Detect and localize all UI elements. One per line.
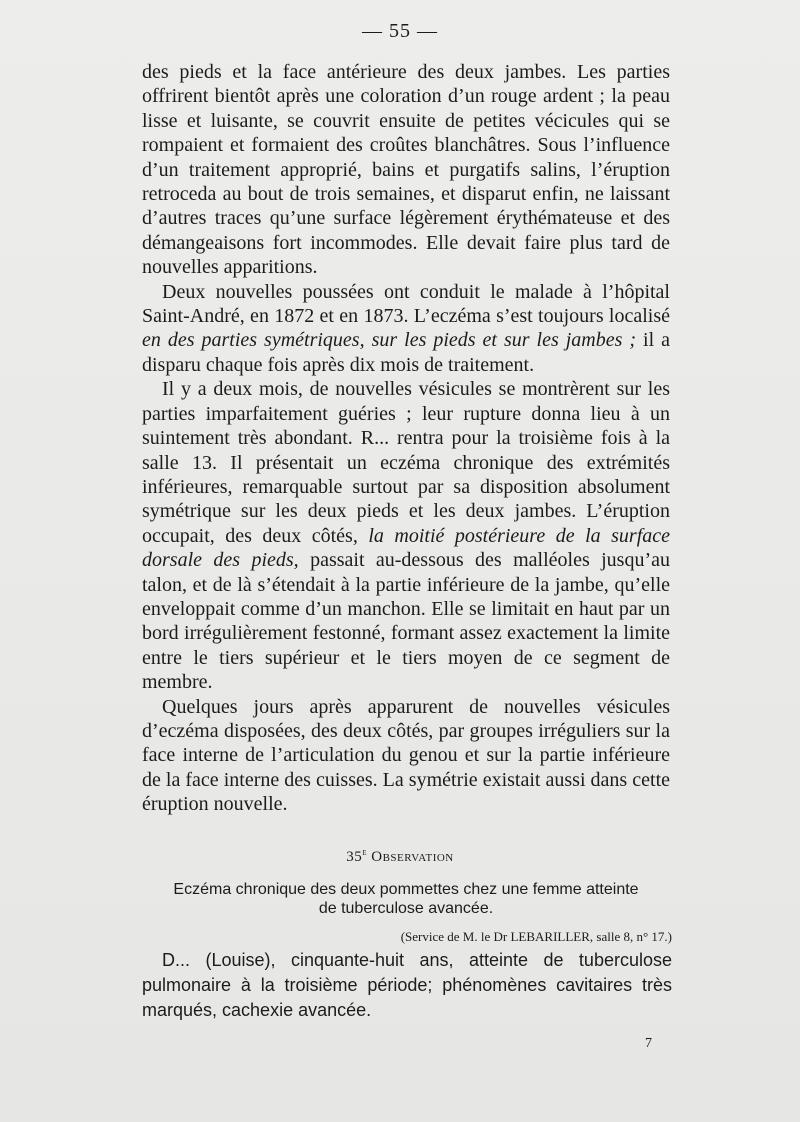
body-paragraph (142, 280, 670, 378)
paragraph-text: Il y a deux mois, de nouvelles vésicules se montrèrent sur les parties imparfaitement guéries ; leur rupture donna lieu à un suintement très abondant. R... rentra pour la troisième fois à la salle 13. Il présentait un eczéma chronique des extrémités inférieures, remarquable surtout par sa disposition absolument symétrique sur les deux pieds et les deux jambes. L’éruption occupait, des deux côtés, (142, 378, 670, 547)
observation-source: (Service de M. le Dr LEBARILLER, salle 8, n° 17.) (400, 929, 672, 944)
observation-body (142, 948, 672, 1023)
body-paragraph (142, 60, 670, 280)
observation-number: 35 (346, 849, 363, 865)
observation-title (142, 880, 670, 918)
signature-mark: 7 (645, 1036, 652, 1051)
observation-label: Observation (371, 849, 454, 865)
observation-number-suffix: e (362, 847, 368, 858)
observation-title-line-2: de tuberculose avancée. (318, 900, 494, 917)
paragraph-text: Deux nouvelles poussées ont conduit le malade à l’hôpital Saint-André, en 1872 et en 1873. L’eczéma s’est toujours localisé (142, 280, 670, 328)
paragraph-text: Quelques jours après apparurent de nouvelles vésicules d’eczéma disposées, des deux côtés, par groupes irréguliers sur la face interne de l’articulation du genou et sur la partie inférieure de la face interne des cuisses. La symétrie existait aussi dans cette éruption nouvelle. (142, 695, 670, 816)
paragraph-text: des pieds et la face antérieure des deux jambes. Les parties offrirent bientôt après une coloration d’un rouge ardent ; la peau lisse et luisante, se couvrit ensuite de petites vécicules qui se rompaient et formaient des croûtes blanchâtres. Sous l’influence d’un traitement approprié, bains et purgatifs salins, l’éruption retroceda au bout de trois semaines, et disparut enfin, ne laissant d’autres traces qu’une surface légèrement érythémateuse et des démangeaisons fort incommodes. Elle devait faire plus tard de nouvelles apparitions. (142, 61, 670, 279)
observation-title-line-1: Eczéma chronique des deux pommettes chez une femme atteinte (173, 881, 639, 898)
body-paragraph (142, 695, 670, 817)
italic-emphasis: la moitié postérieure de la surface dorsale des pieds, (142, 524, 671, 572)
paragraph-text: il a disparu chaque fois après dix mois de traitement. (142, 329, 670, 376)
italic-emphasis: en des parties symétriques, sur les pieds et sur les jambes ; (142, 329, 637, 352)
body-paragraph (142, 377, 670, 694)
observation-paragraph: D... (Louise), cinquante-huit ans, atteinte de tuberculose pulmonaire à la troisième période; phénomènes cavitaires très marqués, cachexie avancée. (142, 950, 672, 1020)
observation-heading (0, 847, 800, 866)
paragraph-text: passait au-dessous des malléoles jusqu’au talon, et de là s’étendait à la partie inférieure de la jambe, qu’elle enveloppait comme d’un manchon. Elle se limitait en haut par un bord irrégulièrement festonné, formant assez exactement la limite entre le tiers supérieur et le tiers moyen de ce segment de membre. (142, 549, 670, 694)
page-number: — 55 — (362, 20, 438, 42)
body-text (142, 60, 670, 817)
